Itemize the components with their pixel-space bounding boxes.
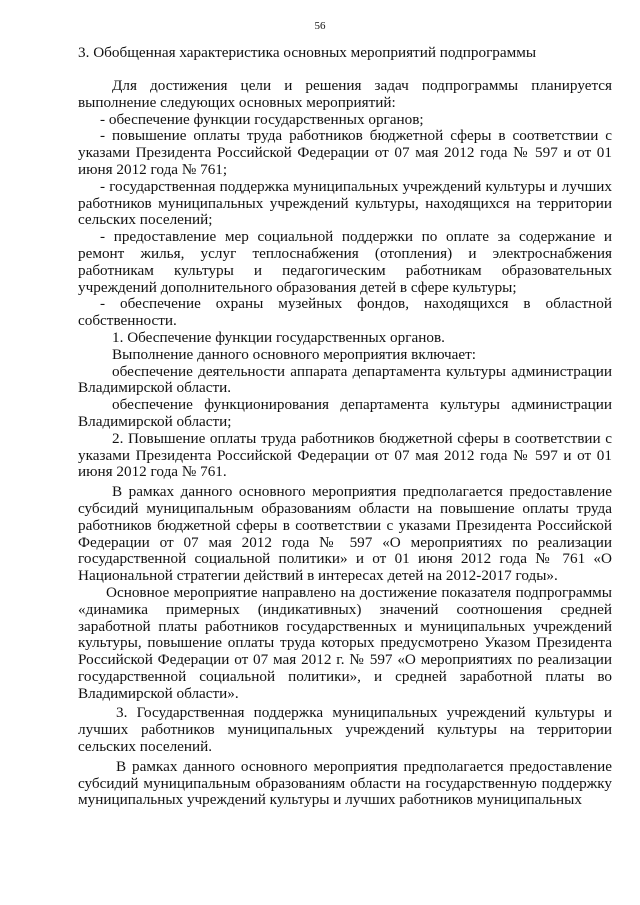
- paragraph-item-2-indicator: Основное мероприятие направлено на достижение показателя подпрограммы «динамика примерных (индикативных) значений соотношения средней заработной платы работников государственных и муниципальных учреждений культуры, повышение оплаты труда которых предусмотрено Указом Президента Российской Федерации от 07 мая 2012 г. № 597 «О мероприятиях по реализации государственной социальной политики», и средней заработной платы во Владимирской области».: [78, 583, 612, 702]
- paragraph-item-3-details: В рамках данного основного мероприятия предполагается предоставление субсидий муниципальным образованиям области на государственную поддержку муниципальных учреждений культуры и лучших работников муниципальных: [78, 757, 612, 809]
- list-item-museum-protection: - обеспечение охраны музейных фондов, находящихся в областной собственности.: [78, 295, 612, 330]
- section-heading: 3. Обобщенная характеристика основных мероприятий подпрограммы: [78, 44, 537, 61]
- paragraph-item-1-title: 1. Обеспечение функции государственных органов.: [112, 328, 445, 346]
- paragraph-item-3-title: 3. Государственная поддержка муниципальных учреждений культуры и лучших работников муниципальных учреждений культуры на территории сельских поселений.: [78, 704, 612, 756]
- paragraph-item-1-includes: Выполнение данного основного мероприятия включает:: [112, 345, 477, 363]
- document-body: [78, 78, 612, 809]
- paragraph-item-2-title: 2. Повышение оплаты труда работников бюджетной сферы в соответствии с указами Президента Российской Федерации от 07 мая 2012 года № 597 и от 01 июня 2012 года № 761.: [78, 429, 612, 481]
- paragraph-item-1-functioning: обеспечение функционирования департамента культуры администрации Владимирской области;: [78, 396, 612, 430]
- list-item-social-support: - предоставление мер социальной поддержки по оплате за содержание и ремонт жилья, услуг теплоснабжения (отопления) и электроснабжения работникам культуры и педагогическим работникам образовательных учреждений дополнительного образования детей в сфере культуры;: [78, 228, 612, 296]
- paragraph-item-2-details: В рамках данного основного мероприятия предполагается предоставление субсидий муниципальным образованиям области на повышение оплаты труда работников бюджетной сферы в соответствии с указами Президента Российской Федерации от 07 мая 2012 года № 597 «О мероприятиях по реализации государственной социальной политики» и от 01 июня 2012 года № 761 «О Национальной стратегии действий в интересах детей на 2012-2017 годы».: [78, 483, 612, 585]
- paragraph-item-1-apparatus: обеспечение деятельности аппарата департамента культуры администрации Владимирской области.: [78, 362, 612, 397]
- page-number: 56: [314, 20, 326, 32]
- list-item-state-functions: - обеспечение функции государственных органов;: [100, 110, 424, 128]
- list-item-wage-increase: - повышение оплаты труда работников бюджетной сферы в соответствии с указами Президента Российской Федерации от 07 мая 2012 года № 597 и от 01 июня 2012 года № 761;: [78, 127, 612, 178]
- paragraph-intro: Для достижения цели и решения задач подпрограммы планируется выполнение следующих основных мероприятий:: [78, 77, 612, 111]
- list-item-state-support: - государственная поддержка муниципальных учреждений культуры и лучших работников муниципальных учреждений культуры, находящихся на территории сельских поселений;: [78, 177, 612, 229]
